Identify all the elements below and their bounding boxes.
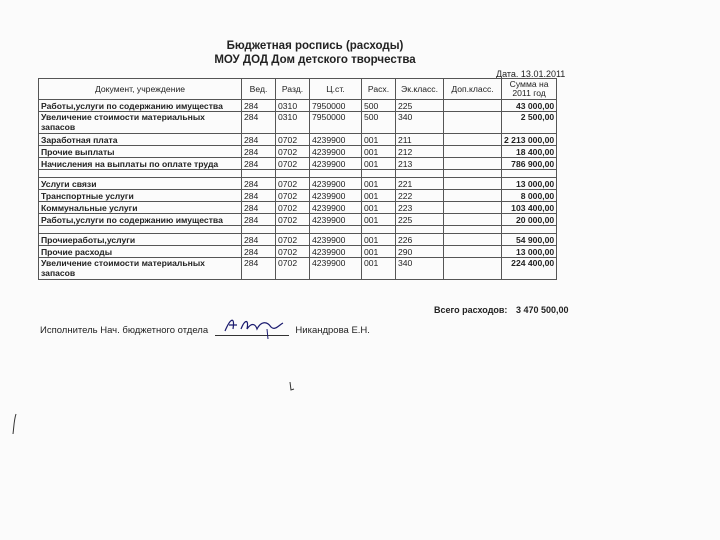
budget-table — [38, 78, 557, 280]
code-cell: 284 — [242, 190, 276, 202]
code-cell — [444, 234, 502, 246]
executor-name: Никандрова Е.Н. — [295, 325, 370, 336]
column-header: Документ, учреждение — [39, 79, 242, 100]
amount-cell: 786 900,00 — [502, 158, 557, 170]
code-cell: 0702 — [276, 246, 310, 258]
item-name-cell: Транспортные услуги — [39, 190, 242, 202]
amount-cell: 8 000,00 — [502, 190, 557, 202]
code-cell: 340 — [396, 258, 444, 280]
code-cell — [444, 178, 502, 190]
amount-cell: 2 213 000,00 — [502, 134, 557, 146]
item-name-cell: Увеличение стоимости материальных запасов — [39, 258, 242, 280]
code-cell: 284 — [242, 214, 276, 226]
amount-cell: 13 000,00 — [502, 178, 557, 190]
code-cell: 211 — [396, 134, 444, 146]
table-row — [39, 112, 557, 134]
item-name-cell: Работы,услуги по содержанию имущества — [39, 100, 242, 112]
executor-label: Исполнитель Нач. бюджетного отдела — [40, 325, 209, 336]
item-name-cell: Прочие расходы — [39, 246, 242, 258]
code-cell — [444, 100, 502, 112]
item-name-cell: Работы,услуги по содержанию имущества — [39, 214, 242, 226]
code-cell: 4239900 — [310, 178, 362, 190]
item-name-cell: Увеличение стоимости материальных запасов — [39, 112, 242, 134]
scan-mark — [287, 380, 297, 394]
code-cell: 7950000 — [310, 112, 362, 134]
code-cell: 001 — [362, 158, 396, 170]
code-cell: 001 — [362, 246, 396, 258]
handwritten-signature — [221, 313, 291, 339]
code-cell: 213 — [396, 158, 444, 170]
code-cell: 001 — [362, 178, 396, 190]
code-cell: 7950000 — [310, 100, 362, 112]
column-header: Доп.класс. — [444, 79, 502, 100]
column-header: Расх. — [362, 79, 396, 100]
scan-mark — [10, 412, 20, 436]
code-cell: 4239900 — [310, 146, 362, 158]
code-cell: 284 — [242, 134, 276, 146]
signature-block — [40, 325, 370, 336]
code-cell: 0702 — [276, 134, 310, 146]
code-cell: 0702 — [276, 146, 310, 158]
code-cell — [444, 190, 502, 202]
total-expenses — [428, 305, 569, 315]
code-cell: 4239900 — [310, 234, 362, 246]
code-cell: 0702 — [276, 258, 310, 280]
code-cell: 0702 — [276, 214, 310, 226]
table-row — [39, 258, 557, 280]
code-cell: 0702 — [276, 178, 310, 190]
code-cell — [444, 202, 502, 214]
institution-name: МОУ ДОД Дом детского творчества — [214, 54, 416, 66]
spacer-row — [39, 170, 557, 178]
code-cell: 001 — [362, 146, 396, 158]
code-cell — [444, 214, 502, 226]
empty-cell — [362, 226, 396, 234]
item-name-cell: Начисления на выплаты по оплате труда — [39, 158, 242, 170]
table-header-row — [39, 79, 557, 100]
document-date: Дата. 13.01.2011 — [496, 69, 566, 79]
empty-cell — [39, 226, 242, 234]
code-cell: 4239900 — [310, 190, 362, 202]
code-cell: 4239900 — [310, 258, 362, 280]
empty-cell — [276, 170, 310, 178]
code-cell: 290 — [396, 246, 444, 258]
column-header: Разд. — [276, 79, 310, 100]
code-cell: 340 — [396, 112, 444, 134]
empty-cell — [362, 170, 396, 178]
amount-cell: 20 000,00 — [502, 214, 557, 226]
code-cell: 0702 — [276, 234, 310, 246]
code-cell: 4239900 — [310, 158, 362, 170]
amount-cell: 18 400,00 — [502, 146, 557, 158]
table-row — [39, 146, 557, 158]
column-header: Ц.ст. — [310, 79, 362, 100]
total-value: 3 470 500,00 — [515, 305, 569, 315]
code-cell: 001 — [362, 234, 396, 246]
table-row — [39, 246, 557, 258]
code-cell: 4239900 — [310, 134, 362, 146]
total-label: Всего расходов: — [434, 305, 508, 315]
code-cell: 500 — [362, 112, 396, 134]
item-name-cell: Прочиеработы,услуги — [39, 234, 242, 246]
table-row — [39, 178, 557, 190]
code-cell: 001 — [362, 258, 396, 280]
code-cell: 0702 — [276, 190, 310, 202]
code-cell: 225 — [396, 100, 444, 112]
empty-cell — [444, 226, 502, 234]
code-cell: 0702 — [276, 202, 310, 214]
code-cell — [444, 134, 502, 146]
code-cell: 284 — [242, 112, 276, 134]
code-cell — [444, 246, 502, 258]
code-cell: 223 — [396, 202, 444, 214]
empty-cell — [39, 170, 242, 178]
code-cell: 284 — [242, 234, 276, 246]
item-name-cell: Заработная плата — [39, 134, 242, 146]
empty-cell — [310, 226, 362, 234]
code-cell: 001 — [362, 134, 396, 146]
code-cell: 4239900 — [310, 214, 362, 226]
code-cell — [444, 112, 502, 134]
empty-cell — [310, 170, 362, 178]
empty-cell — [502, 170, 557, 178]
code-cell: 284 — [242, 146, 276, 158]
table-row — [39, 158, 557, 170]
amount-cell: 103 400,00 — [502, 202, 557, 214]
code-cell: 001 — [362, 202, 396, 214]
empty-cell — [242, 170, 276, 178]
column-header: Сумма на 2011 год — [502, 79, 557, 100]
code-cell: 284 — [242, 178, 276, 190]
code-cell: 001 — [362, 214, 396, 226]
code-cell: 222 — [396, 190, 444, 202]
code-cell: 284 — [242, 158, 276, 170]
empty-cell — [242, 226, 276, 234]
column-header: Эк.класс. — [396, 79, 444, 100]
code-cell: 0310 — [276, 100, 310, 112]
table-row — [39, 202, 557, 214]
code-cell: 4239900 — [310, 246, 362, 258]
code-cell: 284 — [242, 202, 276, 214]
code-cell: 221 — [396, 178, 444, 190]
code-cell: 225 — [396, 214, 444, 226]
table-row — [39, 234, 557, 246]
code-cell: 212 — [396, 146, 444, 158]
code-cell: 0310 — [276, 112, 310, 134]
item-name-cell: Услуги связи — [39, 178, 242, 190]
empty-cell — [502, 226, 557, 234]
amount-cell: 224 400,00 — [502, 258, 557, 280]
spacer-row — [39, 226, 557, 234]
empty-cell — [444, 170, 502, 178]
code-cell: 4239900 — [310, 202, 362, 214]
table-row — [39, 190, 557, 202]
code-cell: 226 — [396, 234, 444, 246]
item-name-cell: Прочие выплаты — [39, 146, 242, 158]
code-cell — [444, 258, 502, 280]
amount-cell: 13 000,00 — [502, 246, 557, 258]
code-cell: 001 — [362, 190, 396, 202]
code-cell: 0702 — [276, 158, 310, 170]
code-cell — [444, 158, 502, 170]
amount-cell: 43 000,00 — [502, 100, 557, 112]
amount-cell: 54 900,00 — [502, 234, 557, 246]
document-title: Бюджетная роспись (расходы) — [226, 40, 404, 52]
amount-cell: 2 500,00 — [502, 112, 557, 134]
code-cell — [444, 146, 502, 158]
code-cell: 500 — [362, 100, 396, 112]
code-cell: 284 — [242, 258, 276, 280]
table-row — [39, 134, 557, 146]
column-header: Вед. — [242, 79, 276, 100]
empty-cell — [396, 226, 444, 234]
table-row — [39, 100, 557, 112]
empty-cell — [396, 170, 444, 178]
table-row — [39, 214, 557, 226]
item-name-cell: Коммунальные услуги — [39, 202, 242, 214]
code-cell: 284 — [242, 246, 276, 258]
code-cell: 284 — [242, 100, 276, 112]
empty-cell — [276, 226, 310, 234]
signature-line — [215, 325, 289, 336]
